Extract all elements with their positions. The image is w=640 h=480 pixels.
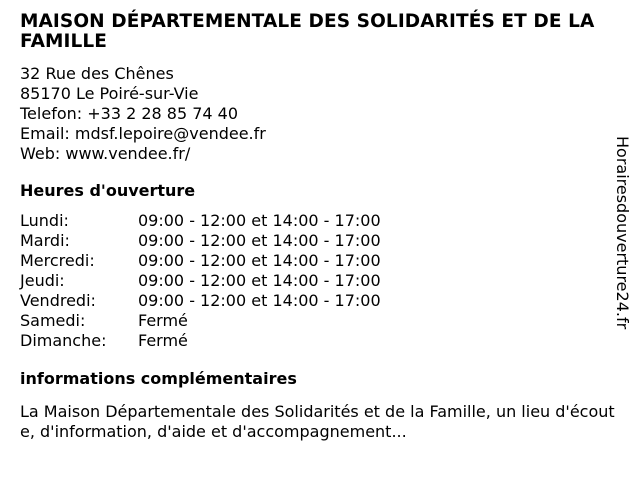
hours-time: 09:00 - 12:00 et 14:00 - 17:00 [138, 271, 381, 290]
email-line: Email: mdsf.lepoire@vendee.fr [20, 124, 266, 143]
address-block [20, 64, 615, 164]
hours-time: 09:00 - 12:00 et 14:00 - 17:00 [138, 231, 381, 250]
hours-day: Vendredi: [20, 291, 96, 310]
hours-time: 09:00 - 12:00 et 14:00 - 17:00 [138, 291, 381, 310]
hours-row-sunday [20, 331, 615, 351]
phone-line: Telefon: +33 2 28 85 74 40 [20, 104, 239, 123]
street-address: 32 Rue des Chênes [20, 64, 174, 83]
hours-day: Samedi: [20, 311, 86, 330]
hours-row-monday [20, 211, 615, 231]
hours-row-friday [20, 291, 615, 311]
hours-row-tuesday [20, 231, 615, 251]
city-address: 85170 Le Poiré-sur-Vie [20, 84, 199, 103]
hours-time: 09:00 - 12:00 et 14:00 - 17:00 [138, 211, 381, 230]
content [20, 12, 615, 442]
hours-heading: Heures d'ouverture [20, 181, 196, 200]
page-title: MAISON DÉPARTEMENTALE DES SOLIDARITÉS ET DE LA FAMILLE [20, 11, 595, 52]
hours-time: Fermé [138, 311, 188, 330]
watermark-text: Horairesdouverture24.fr [613, 136, 632, 330]
hours-row-thursday [20, 271, 615, 291]
hours-day: Lundi: [20, 211, 69, 230]
hours-day: Mercredi: [20, 251, 95, 270]
hours-table [20, 211, 615, 351]
hours-day: Dimanche: [20, 331, 107, 350]
hours-day: Mardi: [20, 231, 70, 250]
info-text: La Maison Départementale des Solidarités et de la Famille, un lieu d'écoute, d'information, d'aide et d'accompagnement... [20, 402, 615, 441]
hours-time: Fermé [138, 331, 188, 350]
hours-day: Jeudi: [20, 271, 65, 290]
hours-time: 09:00 - 12:00 et 14:00 - 17:00 [138, 251, 381, 270]
hours-row-wednesday [20, 251, 615, 271]
info-heading: informations complémentaires [20, 369, 297, 388]
web-line: Web: www.vendee.fr/ [20, 144, 191, 163]
hours-row-saturday [20, 311, 615, 331]
